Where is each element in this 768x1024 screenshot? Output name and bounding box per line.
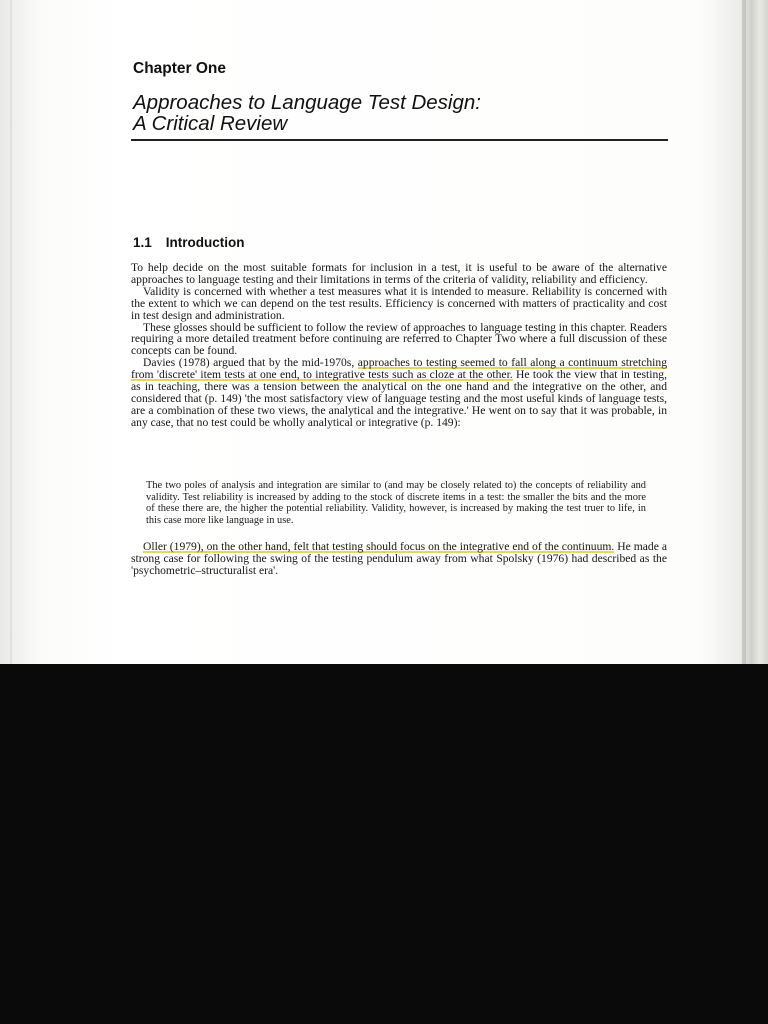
chapter-title-line-2: A Critical Review (133, 112, 288, 135)
page-edge-shadow (742, 0, 746, 664)
body-text-continued (131, 541, 667, 577)
paragraph (131, 541, 667, 577)
highlighted-text: approaches to testing seemed to fall along a continuum stretching from 'discrete' item tests at one end, to integrative tests such as cloze at the other. (131, 356, 667, 382)
section-number: 1.1 (133, 235, 152, 250)
page-spine-shadow (10, 0, 12, 664)
highlighted-text: Oller (1979), on the other hand, felt that testing should focus on the integrative end of the continuum. (143, 540, 615, 553)
paragraph: To help decide on the most suitable formats for inclusion in a test, it is useful to be aware of the alternative approaches to language testing and their limitations in terms of the criteria of validity, reliability and efficiency. (131, 261, 667, 286)
block-quote: The two poles of analysis and integration are similar to (and may be closely related to) the concepts of reliability and validity. Test reliability is increased by adding to the stock of discrete items in a test: the smaller the bits and the more of these there are, the higher the potential reliability. Validity, however, is increased by making the test truer to life, in this case more like language in use. (146, 480, 646, 526)
section-heading (133, 235, 245, 250)
chapter-title-line-1: Approaches to Language Test Design: (133, 91, 481, 114)
body-text (131, 262, 667, 429)
paragraph: These glosses should be sufficient to follow the review of approaches to language testing in this chapter. Readers requiring a more detailed treatment before continuing are referred to Chapter Two where a full discussion of these concepts can be found. (131, 320, 667, 358)
chapter-title (133, 92, 673, 134)
paragraph (131, 357, 667, 428)
dark-background (0, 664, 768, 1024)
title-rule (131, 139, 668, 141)
paragraph-text: He made a strong case for following the swing of the testing pendulum away from what Spolsky (1976) had described as the 'psychometric–structuralist era'. (131, 540, 667, 577)
chapter-label: Chapter One (133, 60, 227, 77)
paragraph-text: He took the view that in testing, as in teaching, there was a tension between the analytical on the one hand and the integrative on the other, and considered that (p. 149) 'the most satisfactory view of language testing and the most useful kinds of language tests, are a combination of these two views, the analytical and the integrative.' He went on to say that it was probable, in any case, that no test could be wholly analytical or integrative (p. 149): (131, 368, 667, 429)
section-title: Introduction (165, 235, 245, 250)
paragraph-text: Davies (1978) argued that by the mid-1970s, (143, 356, 358, 370)
paragraph: Validity is concerned with whether a test measures what it is intended to measure. Reliability is concerned with the extent to which we can depend on the test results. Efficiency is concerned with matters of practicality and cost in test design and administration. (131, 284, 667, 322)
